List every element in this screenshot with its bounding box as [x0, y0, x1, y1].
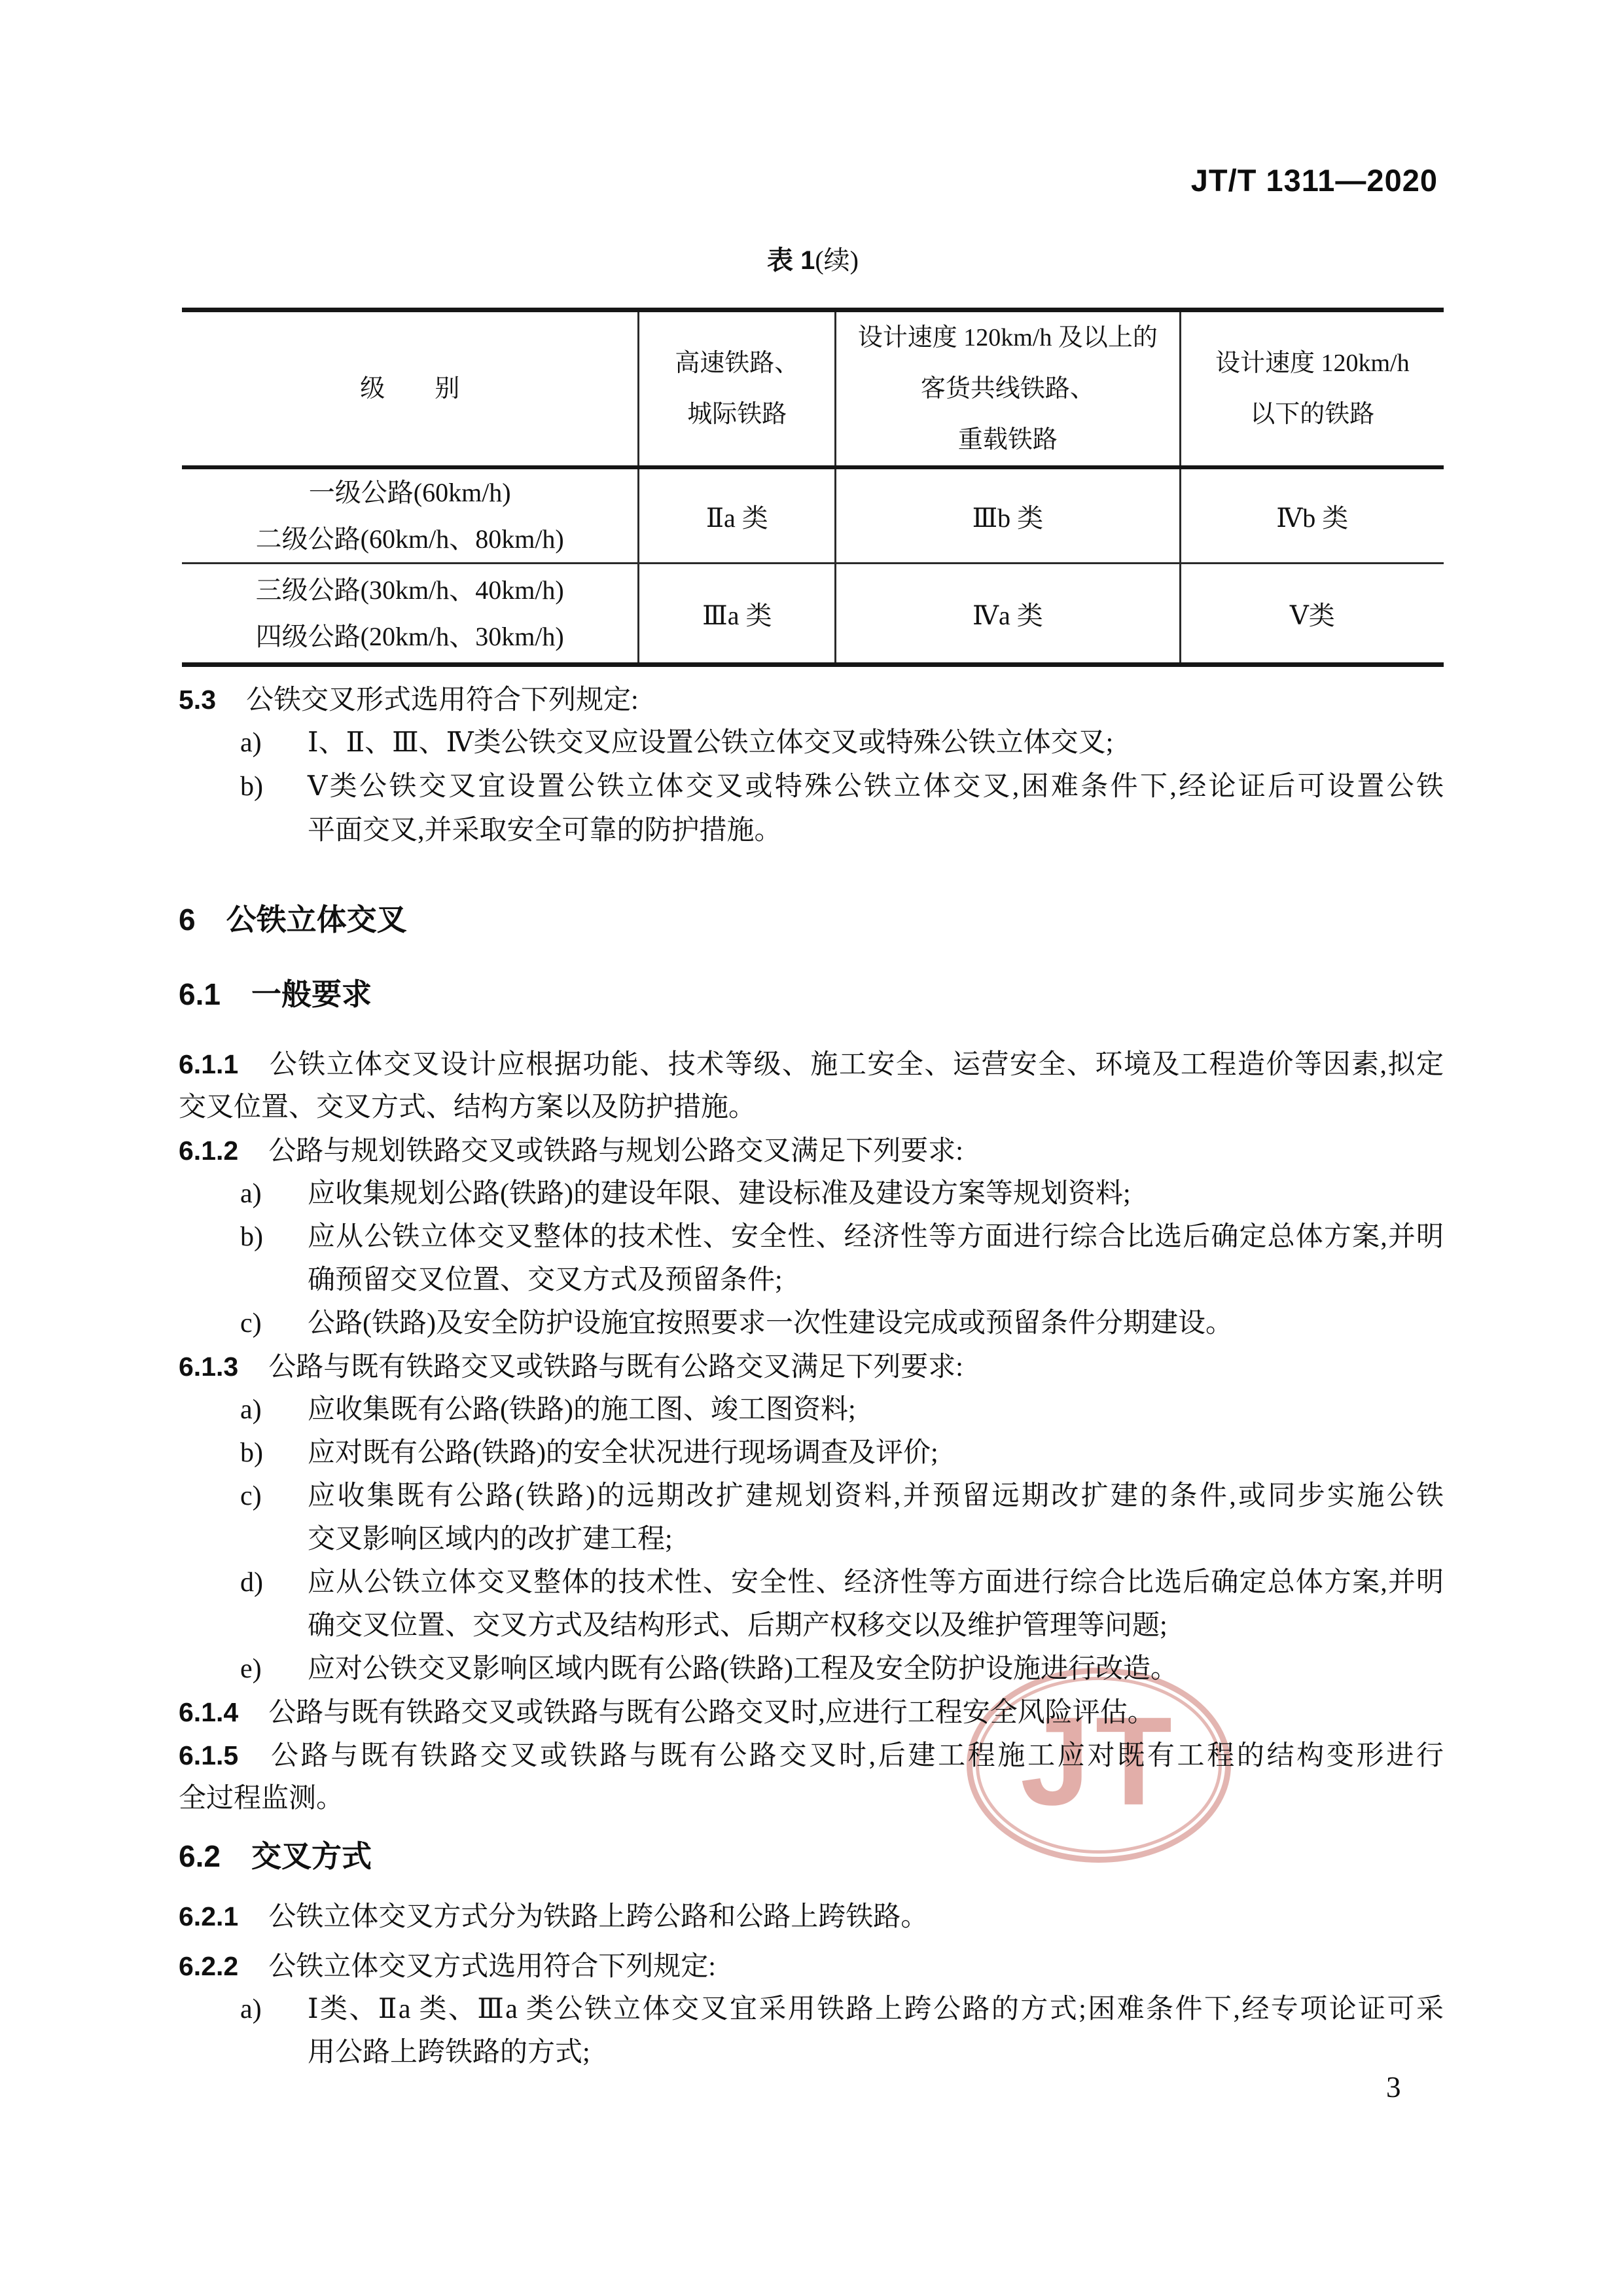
- table-row: [182, 564, 1444, 665]
- clause-6-1-4: 6.1.4 公路与既有铁路交叉或铁路与既有公路交叉时,应进行工程安全风险评估。: [179, 1697, 1155, 1728]
- grade-cell: 一级公路(60km/h) 二级公路(60km/h、80km/h): [182, 467, 639, 564]
- class-cell: Ⅳb 类: [1180, 467, 1444, 564]
- crossing-class-table: [182, 308, 1444, 667]
- list-item-c-continuation: 交叉影响区域内的改扩建工程;: [308, 1524, 673, 1554]
- list-item-a-continuation: 用公路上跨铁路的方式;: [308, 2037, 590, 2068]
- page-number: 3: [1386, 2071, 1401, 2104]
- clause-6-1-5-continuation: 全过程监测。: [179, 1784, 344, 1814]
- clause-6-1-1-continuation: 交叉位置、交叉方式、结构方案以及防护措施。: [179, 1092, 757, 1122]
- class-cell: Ⅴ类: [1180, 564, 1444, 665]
- clause-6-2-1: 6.2.1 公铁立体交叉方式分为铁路上跨公路和公路上跨铁路。: [179, 1901, 929, 1932]
- header-cell-grade: 级 别: [182, 310, 639, 468]
- list-item-b: b) Ⅴ类公铁交叉宜设置公铁立体交叉或特殊公铁立体交叉,困难条件下,经论证后可设置公铁: [240, 772, 1444, 802]
- grade-cell: 三级公路(30km/h、40km/h) 四级公路(20km/h、30km/h): [182, 564, 639, 665]
- clause-6-1-1: 6.1.1 公铁立体交叉设计应根据功能、技术等级、施工安全、运营安全、环境及工程造价等因素,拟定: [179, 1049, 1444, 1080]
- table-caption-number: 表 1: [767, 246, 815, 275]
- watermark-letters: JT: [1020, 1690, 1178, 1831]
- table-header-row: [182, 310, 1444, 468]
- clause-5-3: 5.3 公铁交叉形式选用符合下列规定:: [179, 685, 639, 715]
- chapter-6-heading: 6 公铁立体交叉: [179, 903, 407, 937]
- class-cell: Ⅱa 类: [639, 467, 836, 564]
- class-cell: Ⅳa 类: [836, 564, 1180, 665]
- list-item-e: e) 应对公铁交叉影响区域内既有公路(铁路)工程及安全防护设施进行改造。: [240, 1654, 1178, 1684]
- list-item-b: b) 应从公铁立体交叉整体的技术性、安全性、经济性等方面进行综合比选后确定总体方案,并明: [240, 1222, 1444, 1252]
- table-row: [182, 467, 1444, 564]
- standard-designation: JT/T 1311—2020: [1190, 163, 1438, 198]
- section-6-1-heading: 6.1 一般要求: [179, 977, 372, 1011]
- list-item-b-continuation: 确预留交叉位置、交叉方式及预留条件;: [308, 1265, 783, 1295]
- table-caption: [182, 240, 1444, 277]
- clause-6-1-3: 6.1.3 公路与既有铁路交叉或铁路与既有公路交叉满足下列要求:: [179, 1352, 963, 1382]
- clause-6-2-2: 6.2.2 公铁立体交叉方式选用符合下列规定:: [179, 1951, 716, 1982]
- list-item-c: c) 应收集既有公路(铁路)的远期改扩建规划资料,并预留远期改扩建的条件,或同步实施公铁: [240, 1481, 1444, 1511]
- clause-6-1-5: 6.1.5 公路与既有铁路交叉或铁路与既有公路交叉时,后建工程施工应对既有工程的结构变形进行: [179, 1740, 1444, 1771]
- list-item-c: c) 公路(铁路)及安全防护设施宜按照要求一次性建设完成或预留条件分期建设。: [240, 1308, 1233, 1338]
- list-item-a: a) 应收集既有公路(铁路)的施工图、竣工图资料;: [240, 1395, 856, 1425]
- header-cell-highspeed: 高速铁路、 城际铁路: [639, 310, 836, 468]
- list-item-d-continuation: 确交叉位置、交叉方式及结构形式、后期产权移交以及维护管理等问题;: [308, 1611, 1168, 1641]
- list-item-b-continuation: 平面交叉,并采取安全可靠的防护措施。: [308, 816, 782, 846]
- class-cell: Ⅲb 类: [836, 467, 1180, 564]
- clause-6-1-2: 6.1.2 公路与规划铁路交叉或铁路与规划公路交叉满足下列要求:: [179, 1136, 963, 1166]
- list-item-a: a) Ⅰ、Ⅱ、Ⅲ、Ⅳ类公铁交叉应设置公铁立体交叉或特殊公铁立体交叉;: [240, 728, 1114, 758]
- list-item-d: d) 应从公铁立体交叉整体的技术性、安全性、经济性等方面进行综合比选后确定总体方案,并明: [240, 1568, 1444, 1598]
- section-6-2-heading: 6.2 交叉方式: [179, 1839, 372, 1873]
- list-item-a: a) 应收集规划公路(铁路)的建设年限、建设标准及建设方案等规划资料;: [240, 1179, 1131, 1209]
- list-item-a: a) Ⅰ类、Ⅱa 类、Ⅲa 类公铁立体交叉宜采用铁路上跨公路的方式;困难条件下,经专项论证可采: [240, 1994, 1444, 2024]
- header-cell-over120: 设计速度 120km/h 及以上的 客货共线铁路、 重载铁路: [836, 310, 1180, 468]
- table-caption-continued: (续): [815, 245, 859, 275]
- class-cell: Ⅲa 类: [639, 564, 836, 665]
- header-cell-under120: 设计速度 120km/h 以下的铁路: [1180, 310, 1444, 468]
- list-item-b: b) 应对既有公路(铁路)的安全状况进行现场调查及评价;: [240, 1438, 938, 1468]
